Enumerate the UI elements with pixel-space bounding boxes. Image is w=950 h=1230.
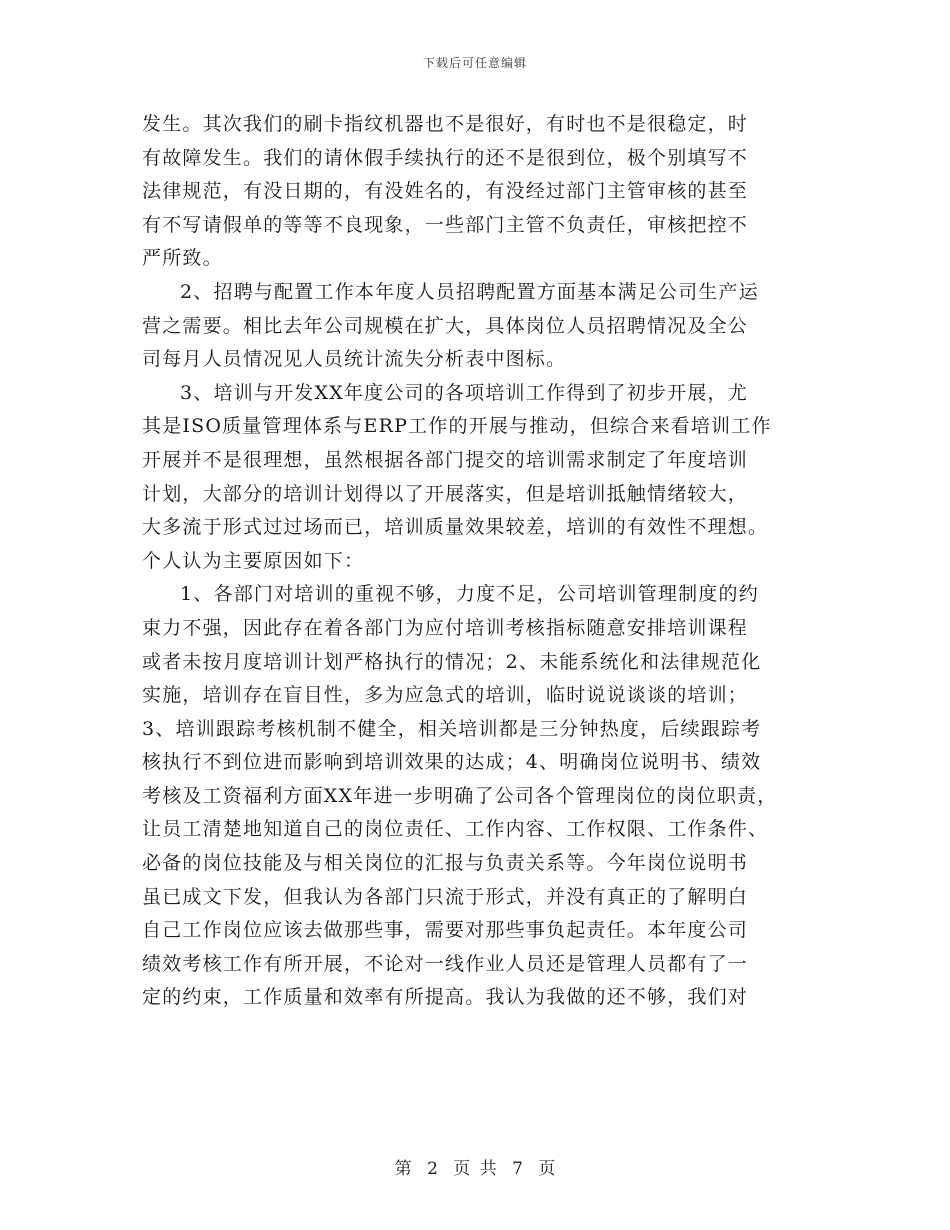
text-line: 让员工清楚地知道自己的岗位责任、工作内容、工作权限、工作条件、 [142, 818, 769, 841]
text-line: 自己工作岗位应该去做那些事，需要对那些事负起责任。本年度公司 [142, 919, 749, 942]
text-line: 严所致。 [142, 247, 223, 270]
text-line: 有不写请假单的等等不良现象，一些部门主管不负责任，审核把控不 [142, 213, 749, 236]
text-line: 其是ISO质量管理体系与ERP工作的开展与推动，但综合来看培训工作 [142, 415, 772, 438]
text-line: 3、培训跟踪考核机制不健全，相关培训都是三分钟热度，后续跟踪考 [142, 717, 762, 740]
text-line: 2、招聘与配置工作本年度人员招聘配置方面基本满足公司生产运 [180, 280, 759, 303]
text-line: 定的约束，工作质量和效率有所提高。我认为我做的还不够，我们对 [142, 986, 749, 1009]
text-line: 发生。其次我们的刷卡指纹机器也不是很好，有时也不是很稳定，时 [142, 113, 749, 135]
text-line: 核执行不到位进而影响到培训效果的达成；4、明确岗位说明书、绩效 [142, 751, 762, 774]
page-header-note: 下载后可任意编辑 [422, 56, 527, 70]
text-line: 个人认为主要原因如下： [142, 549, 365, 572]
text-line: 1、各部门对培训的重视不够，力度不足，公司培训管理制度的约 [180, 583, 759, 606]
text-line: 绩效考核工作有所开展，不论对一线作业人员还是管理人员都有了一 [142, 952, 749, 975]
footer-mid: 页 共 [453, 1159, 497, 1179]
document-body [142, 108, 812, 1015]
text-line: 有故障发生。我们的请休假手续执行的还不是很到位，极个别填写不 [142, 146, 749, 169]
text-line: 法律规范，有没日期的，有没姓名的，有没经过部门主管审核的甚至 [142, 180, 749, 203]
text-line: 计划，大部分的培训计划得以了开展落实，但是培训抵触情绪较大， [142, 482, 749, 505]
text-line: 3、培训与开发XX年度公司的各项培训工作得到了初步开展，尤 [180, 381, 748, 404]
text-line: 大多流于形式过过场而已，培训质量效果较差，培训的有效性不理想。 [142, 516, 769, 539]
footer-total-pages: 7 [512, 1159, 523, 1179]
text-line: 或者未按月度培训计划严格执行的情况；2、未能系统化和法律规范化 [142, 650, 762, 673]
text-line: 营之需要。相比去年公司规模在扩大，具体岗位人员招聘情况及全公 [142, 314, 749, 337]
text-line: 实施，培训存在盲目性，多为应急式的培训，临时说说谈谈的培训； [142, 684, 749, 707]
text-line: 必备的岗位技能及与相关岗位的汇报与负责关系等。今年岗位说明书 [142, 852, 749, 875]
text-line: 虽已成文下发，但我认为各部门只流于形式，并没有真正的了解明白 [142, 885, 749, 908]
page-number-footer [0, 1154, 950, 1179]
footer-current-page: 2 [427, 1159, 438, 1179]
text-line: 司每月人员情况见人员统计流失分析表中图标。 [142, 348, 567, 371]
footer-prefix: 第 [394, 1159, 412, 1179]
text-line: 考核及工资福利方面XX年进一步明确了公司各个管理岗位的岗位职责， [142, 784, 778, 807]
text-line: 开展并不是很理想，虽然根据各部门提交的培训需求制定了年度培训 [142, 448, 749, 471]
footer-suffix: 页 [538, 1159, 556, 1179]
text-line: 束力不强，因此存在着各部门为应付培训考核指标随意安排培训课程 [142, 616, 749, 639]
